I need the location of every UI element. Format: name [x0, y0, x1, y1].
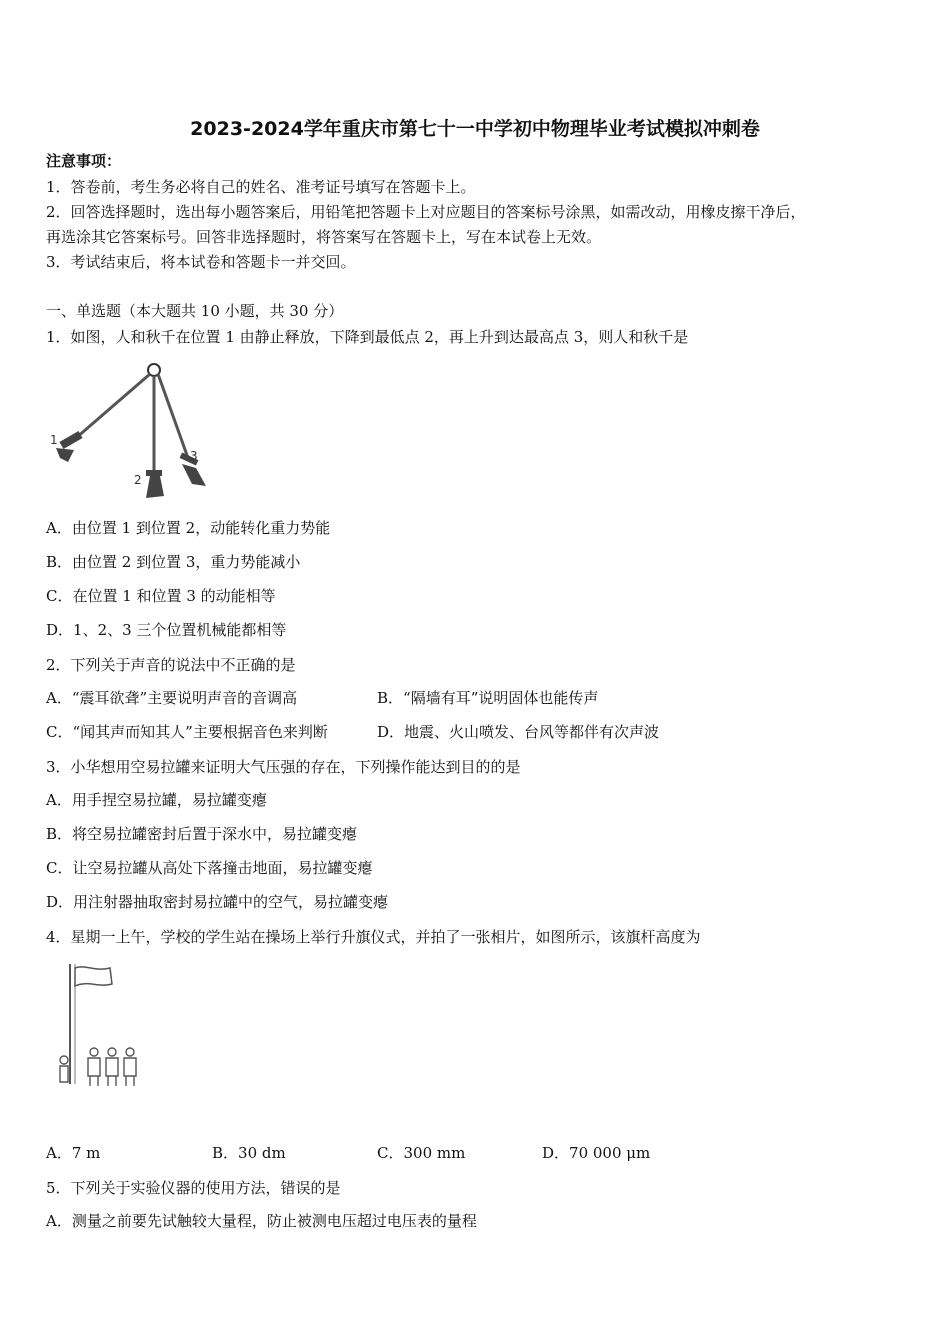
question-1-option-b: B．由位置 2 到位置 3，重力势能减小 [46, 553, 301, 571]
question-2-option-d: D．地震、火山喷发、台风等都伴有次声波 [377, 723, 660, 741]
swing-label-1: 1 [50, 433, 58, 447]
question-4-option-d: D．70 000 μm [542, 1144, 651, 1162]
question-4-stem: 4．星期一上午，学校的学生站在操场上举行升旗仪式，并拍了一张相片，如图所示，该旗杆高度为 [46, 928, 701, 946]
flagpole-figure [50, 960, 150, 1092]
question-3-option-c: C．让空易拉罐从高处下落撞击地面，易拉罐变瘪 [46, 859, 373, 877]
question-1-stem: 1．如图，人和秋千在位置 1 由静止释放，下降到最低点 2，再上升到达最高点 3，则人和秋千是 [46, 328, 689, 346]
notice-item-1: 1．答卷前，考生务必将自己的姓名、准考证号填写在答题卡上。 [46, 178, 476, 196]
question-5-option-a: A．测量之前要先试触较大量程，防止被测电压超过电压表的量程 [46, 1212, 477, 1230]
question-5-stem: 5．下列关于实验仪器的使用方法，错误的是 [46, 1179, 341, 1197]
question-3-stem: 3．小华想用空易拉罐来证明大气压强的存在，下列操作能达到目的的是 [46, 758, 521, 776]
question-3-option-a: A．用手捏空易拉罐，易拉罐变瘪 [46, 791, 267, 809]
notice-item-2a: 2．回答选择题时，选出每小题答案后，用铅笔把答题卡上对应题目的答案标号涂黑，如需改动，用橡皮擦干净后， [46, 203, 806, 221]
notice-item-3: 3．考试结束后，将本试卷和答题卡一并交回。 [46, 253, 356, 271]
question-1-option-a: A．由位置 1 到位置 2，动能转化重力势能 [46, 519, 331, 537]
question-4-option-b: B．30 dm [212, 1144, 286, 1162]
question-4-option-a: A．7 m [46, 1144, 101, 1162]
notice-heading: 注意事项： [46, 152, 122, 170]
question-4-option-c: C．300 mm [377, 1144, 466, 1162]
question-2-option-c: C．“闻其声而知其人”主要根据音色来判断 [46, 723, 328, 741]
question-2-stem: 2．下列关于声音的说法中不正确的是 [46, 656, 296, 674]
swing-label-2: 2 [134, 473, 142, 487]
swing-label-3: 3 [190, 449, 198, 463]
page-title: 2023-2024学年重庆市第七十一中学初中物理毕业考试模拟冲刺卷 [190, 118, 760, 140]
question-2-option-b: B．“隔墙有耳”说明固体也能传声 [377, 689, 599, 707]
question-1-option-d: D．1、2、3 三个位置机械能都相等 [46, 621, 287, 639]
section-heading: 一、单选题（本大题共 10 小题，共 30 分） [46, 302, 344, 320]
question-1-option-c: C．在位置 1 和位置 3 的动能相等 [46, 587, 276, 605]
question-3-option-b: B．将空易拉罐密封后置于深水中，易拉罐变瘪 [46, 825, 358, 843]
notice-item-2b: 再选涂其它答案标号。回答非选择题时，将答案写在答题卡上，写在本试卷上无效。 [46, 228, 602, 246]
swing-figure [46, 358, 216, 508]
question-3-option-d: D．用注射器抽取密封易拉罐中的空气，易拉罐变瘪 [46, 893, 389, 911]
question-2-option-a: A．“震耳欲聋”主要说明声音的音调高 [46, 689, 298, 707]
